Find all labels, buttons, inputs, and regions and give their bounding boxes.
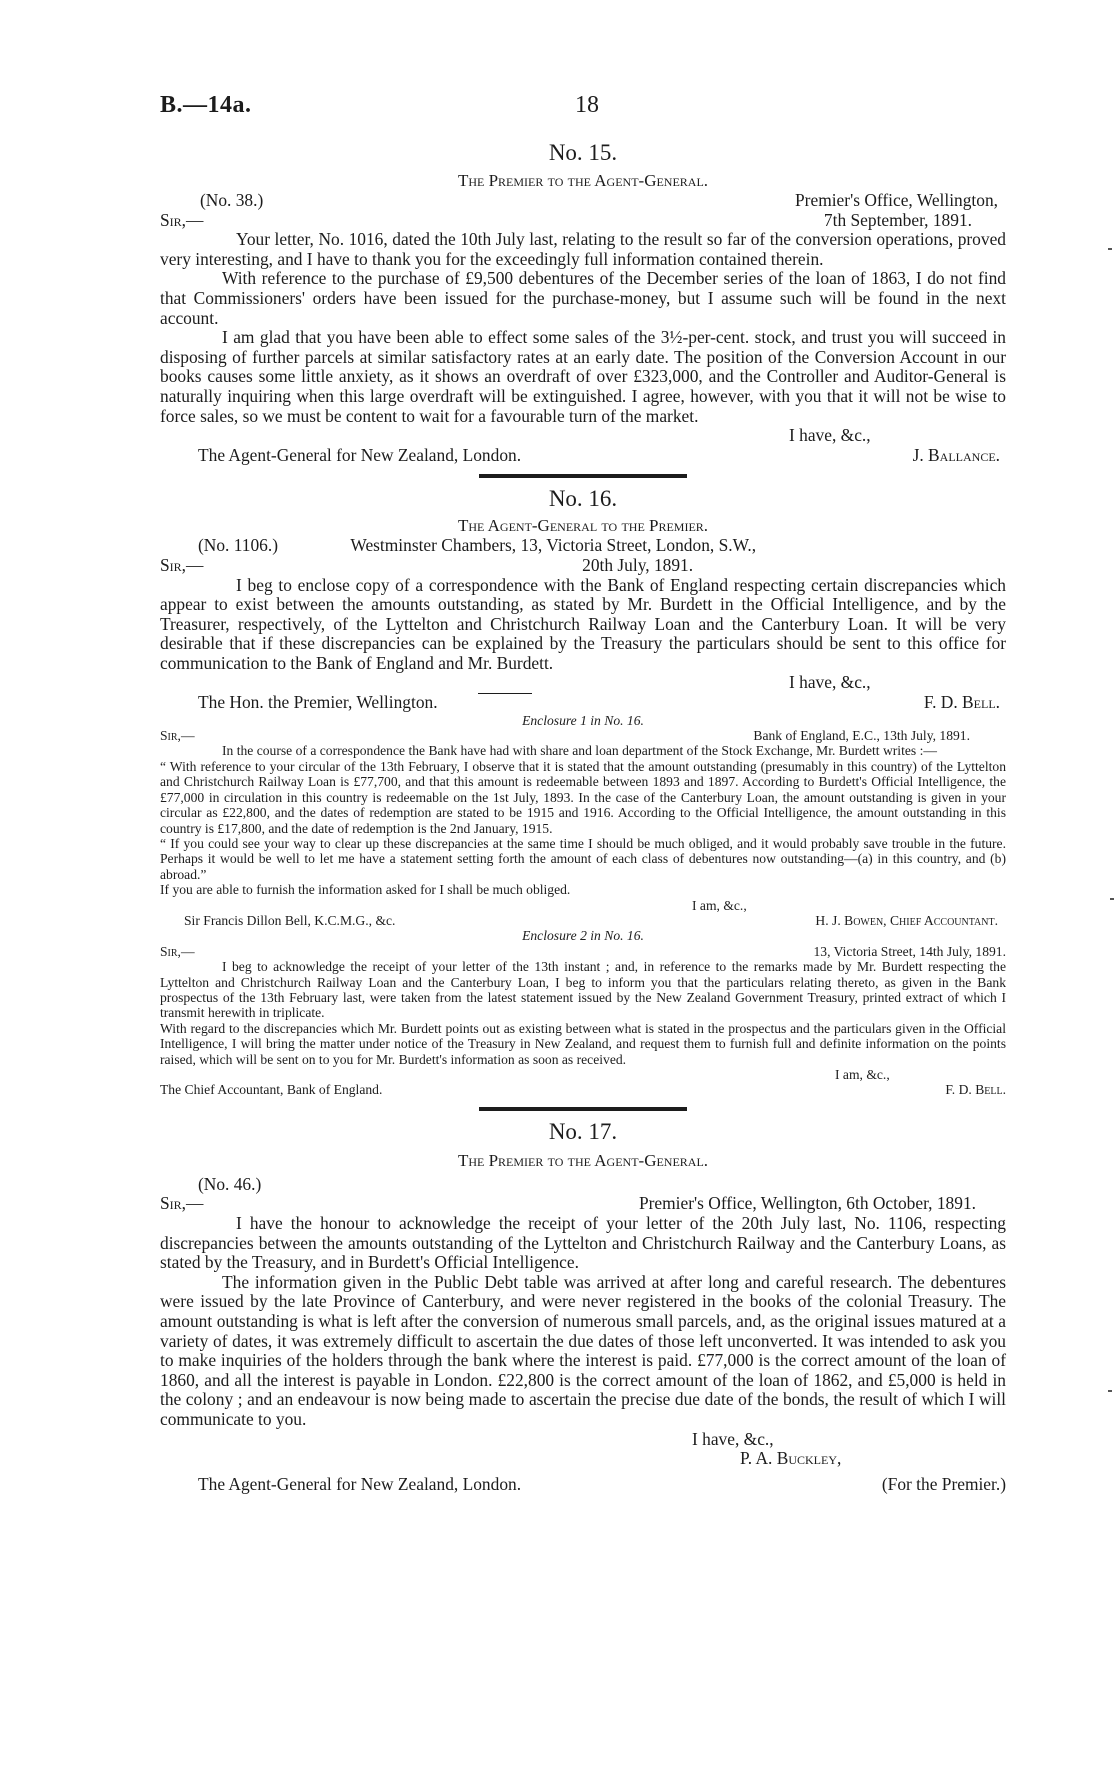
letter-address: Westminster Chambers, 13, Victoria Street, London, S.W., [350,535,757,556]
paragraph: I beg to enclose copy of a correspondence with the Bank of England respecting certain discrepancies which appear to exist between the amounts outstanding, as stated by Mr. Burdett in the Official Intelligence, and by the Treasurer, respectively, of the Lyttelton and Christchurch Railway Loan and the Canterbury Loan. It will be very desirable that if these discrepancies can be explained by the Treasury the particulars should be sent to this office for communication to the Bank of England and Mr. Burdett. [160,574,1006,673]
letter-heading: The Agent-General to the Premier. [457,516,709,536]
letter-number: No. 16. [548,486,618,512]
signature: P. A. Buckley, [740,1448,842,1469]
closing: I am, &c., [692,897,747,913]
paragraph: If you are able to furnish the information asked for I shall be much obliged. [160,882,571,898]
letter-address: 13, Victoria Street, 14th July, 1891. [813,943,1006,959]
addressee: The Chief Accountant, Bank of England. [160,1082,383,1098]
salutation: Sir,— [160,1193,204,1214]
quoted-paragraph: “ If you could see your way to clear up these discrepancies at the same time I should be much obliged, and it would probably save trouble in the future. Perhaps it would be well to let me have a statement setting forth the amount of each class of debentures now outstanding—(a) in this country, and (b) abroad.” [160,835,1006,882]
letter-heading: The Premier to the Agent-General. [457,1150,709,1170]
letter-no-15 [160,140,1006,465]
enclosure-title: Enclosure 2 in No. 16. [522,928,644,944]
paragraph: I am glad that you have been able to effect some sales of the 3½-per-cent. stock, and trust you will succeed in disposing of further parcels at similar satisfactory rates at an early date. The position of the Conversion Account in our books causes some little anxiety, as it shows an overdraft of over £323,000, and the Controller and Auditor-General is naturally inquiring when this large overdraft will be extinguished. I agree, however, with you that it will not be wise to force sales, so we must be content to wait for a favourable turn of the market. [160,327,1006,426]
letter-address: Premier's Office, Wellington, 6th October, 1891. [638,1193,976,1214]
enclosure-1 [160,713,1006,929]
paragraph: I have the honour to acknowledge the receipt of your letter of the 20th July last, No. 1106, respecting discrepancies between the amounts outstanding of the Lyttelton and Christchurch Railway and the Canterbury Loans, as stated by the Treasury, and in Burdett's Official Intelligence. [160,1213,1006,1273]
paragraph: I beg to acknowledge the receipt of your letter of the 13th instant ; and, in reference to the remarks made by Mr. Burdett respecting the Lyttelton and Christchurch Railway Loan and the Canterbury Loan, I beg to inform you that the particulars relating thereto, as given in the Bank prospectus of the 13th February last, were taken from the latest statement issued by the New Zealand Government Treasury, printed extract of which I transmit herewith in triplicate. [160,959,1006,1021]
signature-note: (For the Premier.) [881,1473,1006,1494]
page-number: 18 [575,92,599,118]
signature: H. J. Bowen, Chief Accountant. [815,912,998,928]
letter-date: 20th July, 1891. [582,554,694,575]
document-series: B.—14a. [160,92,252,118]
signature: J. Ballance. [912,444,1000,465]
closing: I am, &c., [835,1067,890,1082]
closing: I have, &c., [789,425,871,446]
letter-reference: (No. 46.) [198,1173,262,1194]
signature: F. D. Bell. [923,692,1000,713]
addressee: The Agent-General for New Zealand, London. [198,444,522,465]
section-divider [479,474,687,478]
paragraph: With reference to the purchase of £9,500 debentures of the December series of the loan of 1863, I do not find that Commissioners' orders have been issued for the purchase-money, but I assume such will be found in the next account. [160,268,1006,328]
letter-date: 7th September, 1891. [823,209,972,230]
addressee: Sir Francis Dillon Bell, K.C.M.G., &c. [184,912,396,928]
letter-heading: The Premier to the Agent-General. [457,171,709,190]
addressee: The Agent-General for New Zealand, London. [198,1473,522,1494]
letter-no-16 [160,486,1006,1098]
scan-speck [1108,248,1112,250]
scan-speck [1110,898,1114,900]
section-divider [479,1107,687,1111]
paragraph: The information given in the Public Debt table was arrived at after long and careful research. The debentures were issued by the late Province of Canterbury, and were never registered in the books of the colonial Treasury. The amount outstanding is what is left after the conversion of numerous small parcels, and, as the original issues matured at a variety of dates, it was extremely difficult to ascertain the due dates of those left unconverted. It was intended to ask you to make inquiries of the holders through the bank where the interest is paid. £77,000 is the correct amount of the loan of 1860, and all the interest is payable in London. £22,800 is the correct amount of the loan of 1862, and £5,000 is held in the colony ; and an endeavour is now being made to ascertain the precise due date of the bonds, the result of which I will communicate to you. [160,1271,1006,1429]
closing: I have, &c., [789,672,871,693]
letter-number: No. 15. [548,140,618,165]
letter-no-17 [160,1119,1006,1495]
salutation: Sir,— [160,728,195,744]
page-content [160,140,1006,1494]
letter-reference: (No. 38.) [200,190,264,210]
salutation: Sir,— [160,554,204,575]
signature: F. D. Bell. [945,1082,1006,1098]
enclosure-title: Enclosure 1 in No. 16. [522,712,644,728]
letter-reference: (No. 1106.) [198,535,279,556]
paragraph: In the course of a correspondence the Bank have had with share and loan department of the Stock Exchange, Mr. Burdett writes :— [222,743,937,759]
letter-address: Premier's Office, Wellington, [795,190,998,210]
scan-speck [1108,1390,1112,1392]
divider [478,693,532,694]
salutation: Sir,— [160,209,204,230]
paragraph: Your letter, No. 1016, dated the 10th July last, relating to the result so far of the conversion operations, proved very interesting, and I have to thank you for the exceedingly full information contained therein. [160,229,1006,269]
addressee: The Hon. the Premier, Wellington. [198,692,438,713]
salutation: Sir,— [160,943,195,959]
letter-number: No. 17. [548,1118,618,1144]
closing: I have, &c., [692,1428,774,1449]
quoted-paragraph: “ With reference to your circular of the 13th February, I observe that it is stated that the amount outstanding (presumably in this country) of the Lyttelton and Christchurch Railway Loan is £77,700, and that this amount is redeemable between 1893 and 1897. According to Burdett's Official Intelligence, the £77,000 in circulation in this country is redeemable on the 1st July, 1893. In the case of the Canterbury Loan, the amount outstanding is given in your circular as £22,800, and the dates of redemption are stated to be 1915 and 1916. According to the Official Intelligence, the amount outstanding in this country is £17,800, and the date of redemption is the 2nd January, 1915. [160,758,1006,836]
letter-address: Bank of England, E.C., 13th July, 1891. [753,728,970,744]
paragraph: With regard to the discrepancies which Mr. Burdett points out as existing between what is stated in the prospectus and the particulars given in the Official Intelligence, I will bring the matter under notice of the Treasury in New Zealand, and request them to furnish full and definite information on the points raised, which will be sent on to you for Mr. Burdett's information as soon as received. [160,1020,1006,1067]
enclosure-2 [160,928,1006,1097]
